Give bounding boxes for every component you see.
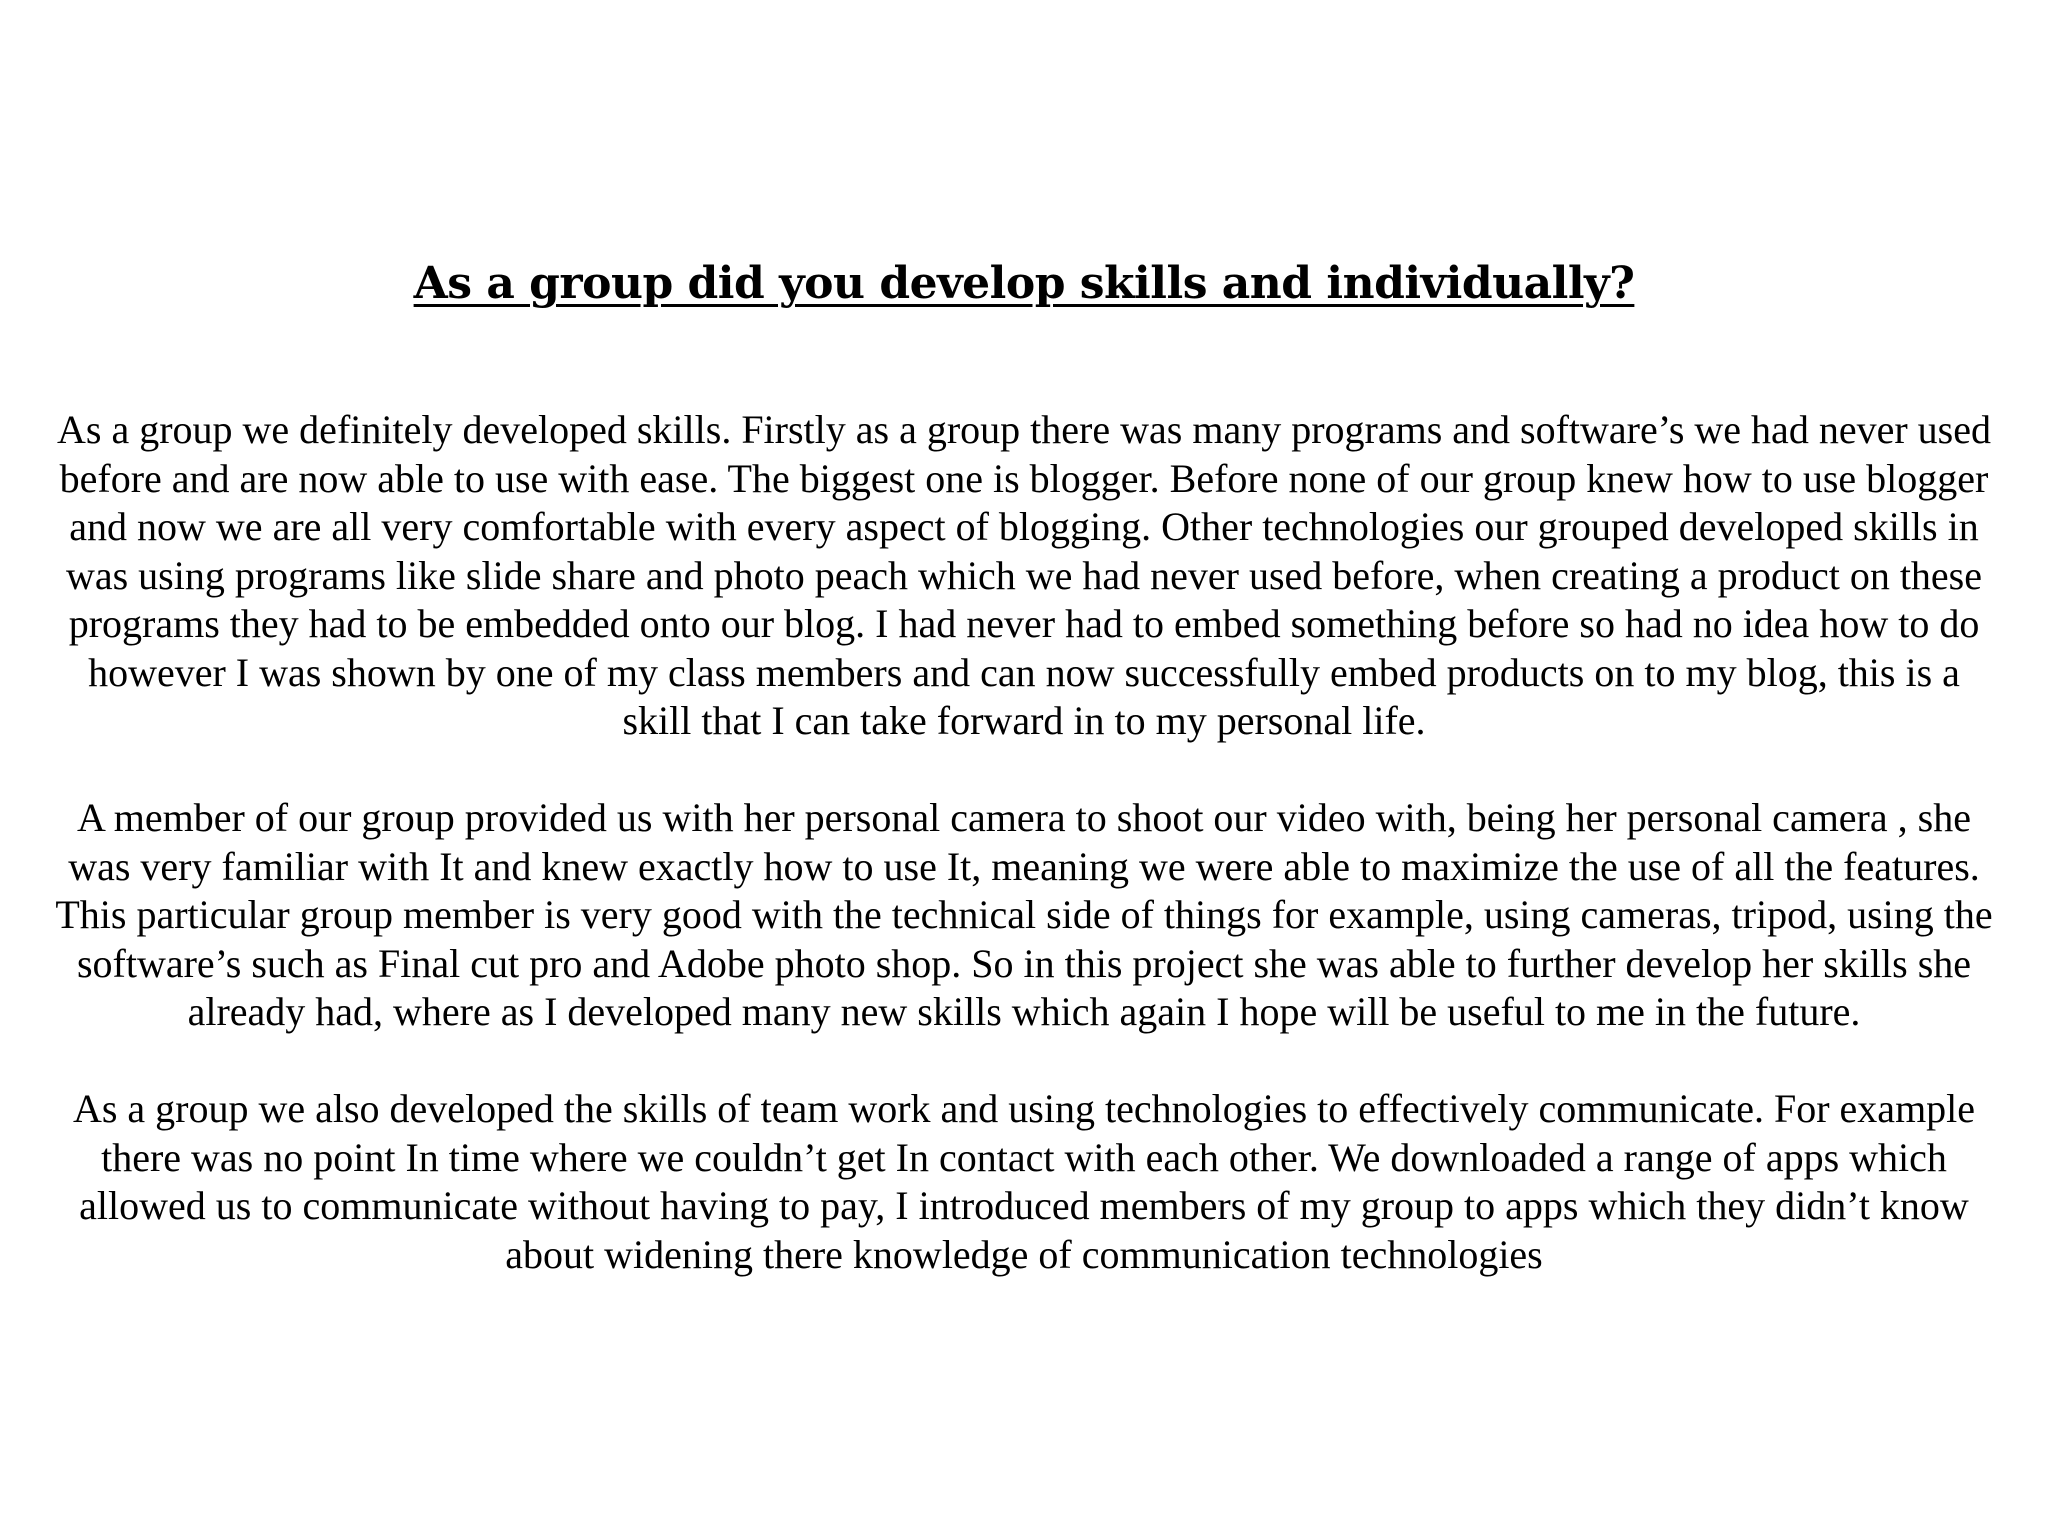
paragraph-camera-member: A member of our group provided us with her personal camera to shoot our video with, being her personal camera , she was very familiar with It and knew exactly how to use It, meaning we were able to maximize the use of all the features. This particular group member is very good with the technical side of things for example, using cameras, tripod, using the software’s such as Final cut pro and Adobe photo shop. So in this project she was able to further develop her skills she already had, where as I developed many new skills which again I hope will be useful to me in the future. — [55, 795, 1993, 1034]
slide-title: As a group did you develop skills and individually? — [413, 258, 1635, 309]
paragraph-spacer — [50, 746, 1998, 795]
slide-body — [50, 406, 1998, 1279]
paragraph-skills-software: As a group we definitely developed skills. Firstly as a group there was many programs and software’s we had never used before and are now able to use with ease. The biggest one is blogger. Before none of our group knew how to use blogger and now we are all very comfortable with every aspect of blogging. Other technologies our grouped developed skills in was using programs like slide share and photo peach which we had never used before, when creating a product on these programs they had to be embedded onto our blog. I had never had to embed something before so had no idea how to do however I was shown by one of my class members and can now successfully embed products on to my blog, this is a skill that I can take forward in to my personal life. — [57, 407, 1991, 743]
paragraph-spacer — [50, 1037, 1998, 1086]
paragraph-teamwork: As a group we also developed the skills of team work and using technologies to effectively communicate. For example there was no point In time where we couldn’t get In contact with each other. We downloaded a range of apps which allowed us to communicate without having to pay, I introduced members of my group to apps which they didn’t know about widening there knowledge of communication technologies — [72, 1086, 1976, 1277]
